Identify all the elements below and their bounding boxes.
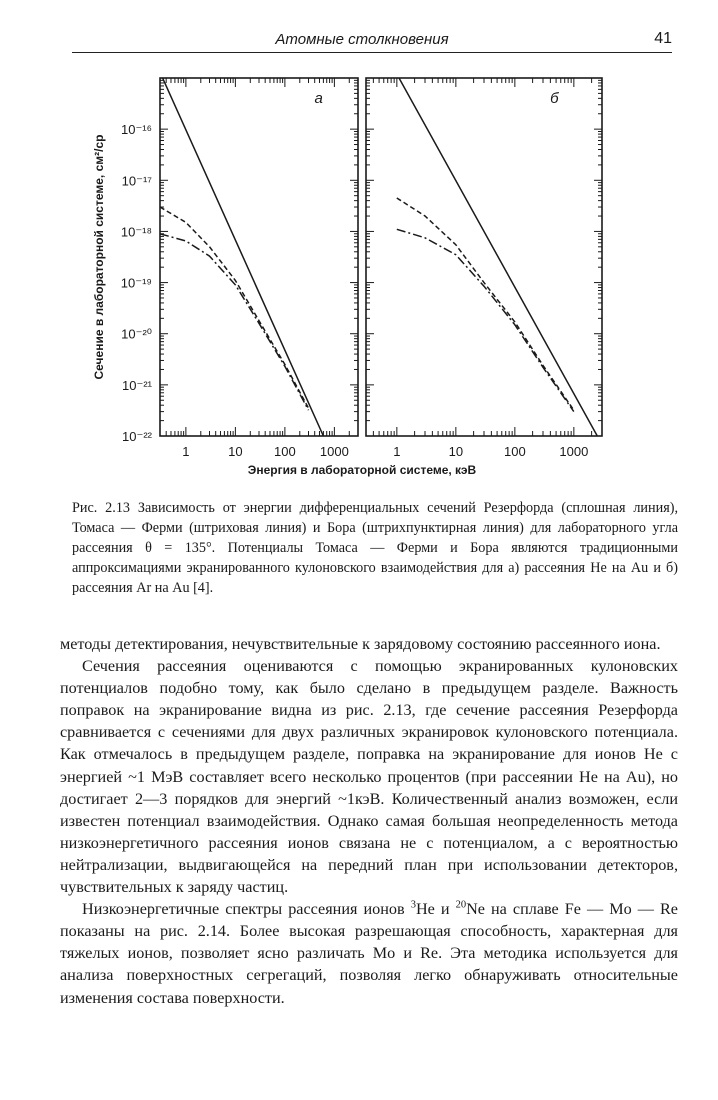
x-tick-label: 100	[503, 444, 526, 459]
x-tick-label: 10	[228, 444, 243, 459]
y-tick-label: 10⁻²¹	[122, 377, 152, 393]
plot-frames	[160, 78, 602, 436]
paragraph-3-start: Низкоэнергетичные спектры рассеяния ионов	[82, 900, 411, 919]
plot-frame-2	[366, 78, 602, 436]
bohr-line-2	[397, 229, 574, 411]
chart-labels	[92, 90, 588, 477]
x-tick-label: 1000	[319, 444, 349, 459]
rutherford-line-2	[397, 74, 598, 436]
axis-ticks	[160, 78, 602, 436]
y-axis-title: Сечение в лабораторной системе, см²/ср	[92, 134, 106, 380]
figure-caption	[72, 498, 678, 598]
running-title: Атомные столкновения	[275, 31, 449, 48]
panel-label: а	[314, 90, 323, 107]
bohr-line-1	[160, 234, 309, 410]
plot-frame-1	[160, 78, 358, 436]
x-axis-title: Энергия в лабораторной системе, кэВ	[247, 463, 477, 477]
x-tick-label: 100	[274, 444, 296, 459]
paragraph-3	[60, 898, 678, 1008]
y-tick-label: 10⁻¹⁹	[120, 275, 152, 291]
paragraph-3-end: Ne на сплаве Fe — Mo — Re показаны на рис. 2.14. Более высокая разрешающая способность, характерная для тяжелых ионов, позволяет ясно различать Mo и Re. Эта методика используется для анализа поверхностных сегрегаций, позволяя легко обнаруживать относительные изменения состава поверхности.	[60, 900, 678, 1007]
y-tick-label: 10⁻²⁰	[121, 326, 152, 342]
y-tick-label: 10⁻¹⁸	[120, 224, 152, 240]
chart-series	[160, 72, 597, 436]
paragraph-1: методы детектирования, нечувствительные к зарядовому состоянию рассеянного иона.	[60, 635, 661, 653]
body-text	[60, 633, 678, 1009]
x-tick-label: 1000	[559, 444, 589, 459]
y-tick-label: 10⁻²²	[122, 429, 152, 444]
panel-label: б	[550, 90, 559, 107]
y-tick-label: 10⁻¹⁷	[121, 173, 152, 189]
x-tick-label: 1	[393, 444, 401, 459]
paragraph-3-mid: He и	[415, 900, 456, 919]
y-tick-label: 10⁻¹⁶	[120, 122, 152, 138]
caption-text: Зависимость от энергии дифференциальных сечений Резерфорда (сплошная линия), Томаса — Ферми (штриховая линия) и Бора (штрихпунктирная линия) для лабораторного угла рассеяния θ = 135°. Потенциалы Томаса — Ферми и Бора являются традиционными аппроксимациями экранированного кулоновского взаимодействия для а) рассеяния He на Au и б) рассеяния Ar на Au [4].	[72, 500, 679, 596]
isotope-ne-mass: 20	[455, 899, 467, 911]
figure-2-13	[0, 0, 718, 490]
paragraph-2: Сечения рассеяния оцениваются с помощью экранированных кулоновских потенциалов подобно тому, как было сделано в предыдущем разделе. Важность поправок на экранирование видна из рис. 2.13, где сечение рассеяния Резерфорда сравнивается с сечениями для двух различных экранировок кулоновского потенциала. Как отмечалось в предыдущем разделе, поправка на экранирование для ионов He с энергией ~1 МэВ составляет всего несколько процентов (при рассеянии He на Au), но достигает 2—3 порядков для энергий ~1кэВ. Количественный анализ возможен, если известен потенциал взаимодействия. Однако самая большая неопределенность метода низкоэнергетичного рассеяния ионов связана не с потенциалом, а с вероятностью нейтрализации, выдвигающейся на передний план при использовании детекторов, чувствительных к заряду частиц.	[60, 657, 678, 897]
page-number: 41	[654, 30, 672, 47]
caption-lead: Рис. 2.13	[72, 500, 131, 516]
rutherford-line-1	[160, 72, 323, 436]
x-tick-label: 10	[448, 444, 464, 459]
isotope-he-mass: 3	[410, 899, 416, 911]
thomas-fermi-line-2	[397, 198, 574, 410]
x-tick-label: 1	[182, 444, 190, 459]
